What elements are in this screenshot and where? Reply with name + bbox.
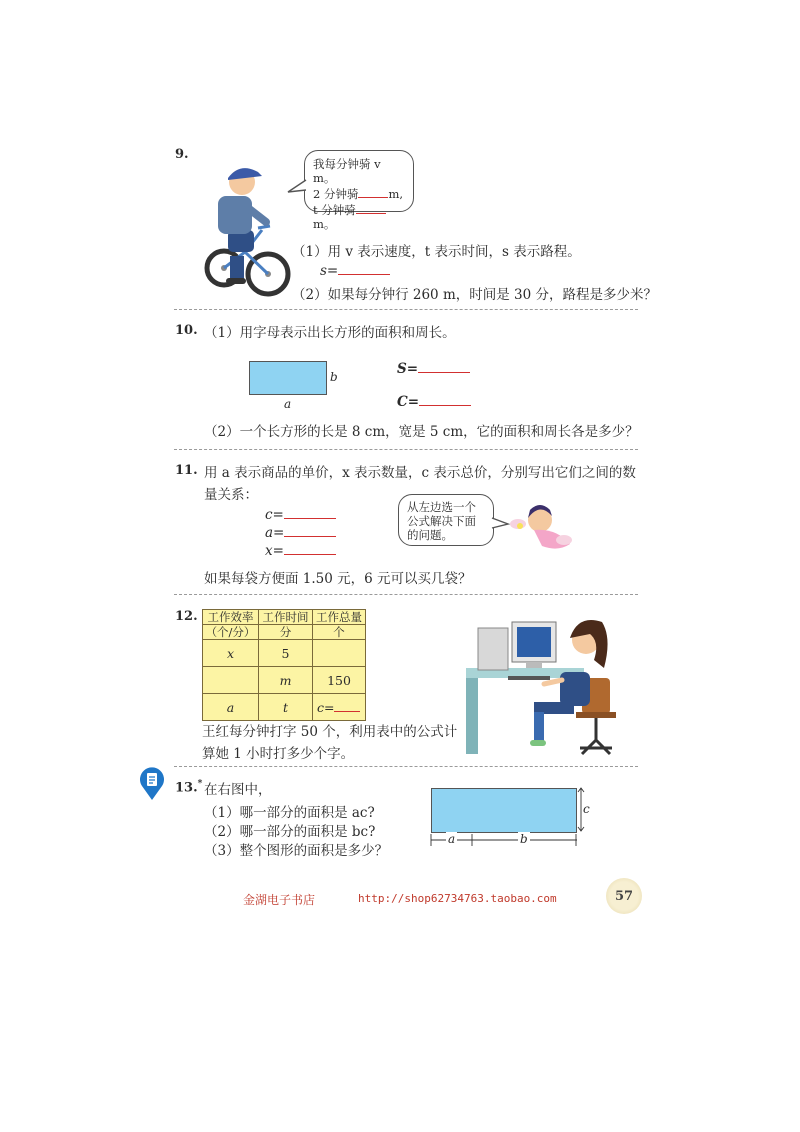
q9-speech-bubble — [304, 150, 414, 231]
q11-text-line2: 量关系： — [204, 487, 258, 503]
s-label: s= — [320, 263, 339, 279]
c-formula-label: c= — [317, 699, 335, 715]
q9-part2: （2）如果每分钟行 260 m，时间是 30 分，路程是多少米？ — [292, 287, 658, 303]
q10-rectangle — [249, 361, 327, 395]
blank-tmin[interactable] — [356, 201, 386, 214]
blank-2min[interactable] — [358, 185, 388, 198]
table-cell: a — [203, 694, 259, 721]
q12-text-line1: 王红每分钟打字 50 个，利用表中的公式计 — [202, 724, 458, 740]
bubble11-line-2: 公式解决下面 — [407, 514, 476, 528]
c-formula-blank[interactable] — [334, 700, 360, 712]
bubble-line-2a: 2 分钟骑 — [313, 187, 359, 201]
C-blank[interactable] — [419, 393, 471, 406]
table-cell: x — [203, 640, 259, 667]
q13-number — [175, 779, 202, 795]
q9-part1: （1）用 v 表示速度，t 表示时间，s 表示路程。 — [292, 244, 581, 260]
q13-number-text: 13. — [175, 780, 198, 796]
bubble-tail — [286, 178, 308, 196]
q13-intro: 在右图中， — [204, 782, 272, 798]
boy-on-bike-illustration — [200, 160, 300, 300]
q10-label-b: b — [330, 370, 338, 384]
table-cell-blank[interactable] — [313, 640, 366, 667]
q13-label-a: a — [448, 832, 456, 846]
q13-part2: （2）哪一部分的面积是 bc? — [204, 824, 376, 840]
table-cell: m — [259, 667, 313, 694]
s-blank[interactable] — [338, 262, 390, 275]
bubble-line-3a: t 分钟骑 — [313, 203, 356, 217]
table-unit-efficiency: （个/分） — [203, 625, 259, 640]
q13-label-b: b — [520, 832, 528, 846]
q12-number: 12. — [175, 609, 198, 624]
q13-star: * — [197, 779, 203, 789]
table-cell: 5 — [259, 640, 313, 667]
table-cell: 150 — [313, 667, 366, 694]
girl-at-computer-illustration — [464, 608, 632, 756]
table-cell-c[interactable] — [313, 694, 366, 721]
bubble11-line-1: 从左边选一个 — [407, 500, 476, 514]
q10-part1: （1）用字母表示出长方形的面积和周长。 — [204, 325, 456, 341]
table-cell-blank[interactable] — [203, 667, 259, 694]
c-label: c= — [265, 507, 284, 523]
page-number: 57 — [614, 888, 634, 904]
table-row — [203, 640, 366, 667]
divider-4 — [174, 766, 638, 767]
table-header-total: 工作总量 — [313, 610, 366, 625]
q11-text-line1: 用 a 表示商品的单价，x 表示数量，c 表示总价，分别写出它们之间的数 — [204, 465, 636, 481]
q13-part1: （1）哪一部分的面积是 ac? — [204, 805, 375, 821]
c-blank[interactable] — [284, 506, 336, 519]
q9-s-answer — [320, 262, 390, 279]
q10-S-answer — [397, 360, 470, 377]
divider-3 — [174, 594, 638, 595]
table-unit-total: 个 — [313, 625, 366, 640]
table-cell: t — [259, 694, 313, 721]
bubble-line-2b: m, — [388, 187, 404, 201]
q12-work-table — [202, 609, 366, 721]
bubble11-line-3: 的问题。 — [407, 528, 453, 542]
a-blank[interactable] — [284, 524, 336, 537]
table-unit-time: 分 — [259, 625, 313, 640]
S-blank[interactable] — [418, 360, 470, 373]
q10-number: 10. — [175, 323, 198, 338]
q10-part2: （2）一个长方形的长是 8 cm，宽是 5 cm，它的面积和周长各是多少？ — [204, 424, 639, 440]
divider-1 — [174, 309, 638, 310]
q12-text-line2: 算她 1 小时打多少个字。 — [202, 746, 355, 762]
bubble-line-1: 我每分钟骑 v m。 — [313, 157, 381, 185]
footer-shop-name: 金湖电子书店 — [243, 893, 316, 907]
q11-question: 如果每袋方便面 1.50 元，6 元可以买几袋？ — [204, 571, 472, 587]
table-row — [203, 694, 366, 721]
q11-speech-bubble — [398, 494, 494, 546]
fairy-girl-illustration — [506, 500, 578, 556]
q9-number: 9. — [175, 147, 189, 162]
q13-label-c: c — [583, 802, 590, 816]
q11-a-answer — [265, 524, 336, 541]
table-row — [203, 667, 366, 694]
q13-part3: （3）整个图形的面积是多少？ — [204, 843, 389, 859]
x-blank[interactable] — [284, 542, 336, 555]
page-number-badge — [606, 878, 642, 914]
location-pin-icon — [138, 766, 166, 802]
q10-C-answer — [397, 393, 471, 410]
q11-c-answer — [265, 506, 336, 523]
table-header-efficiency: 工作效率 — [203, 610, 259, 625]
table-header-time: 工作时间 — [259, 610, 313, 625]
q11-number: 11. — [175, 463, 198, 478]
footer-url-link[interactable]: http://shop62734763.taobao.com — [358, 892, 557, 905]
a-label: a= — [265, 525, 285, 541]
S-label: S= — [397, 361, 419, 377]
bubble-line-3b: m。 — [313, 217, 336, 231]
q10-label-a: a — [284, 397, 292, 411]
C-label: C= — [397, 394, 420, 410]
x-label: x= — [265, 543, 284, 559]
divider-2 — [174, 449, 638, 450]
q11-x-answer — [265, 542, 336, 559]
